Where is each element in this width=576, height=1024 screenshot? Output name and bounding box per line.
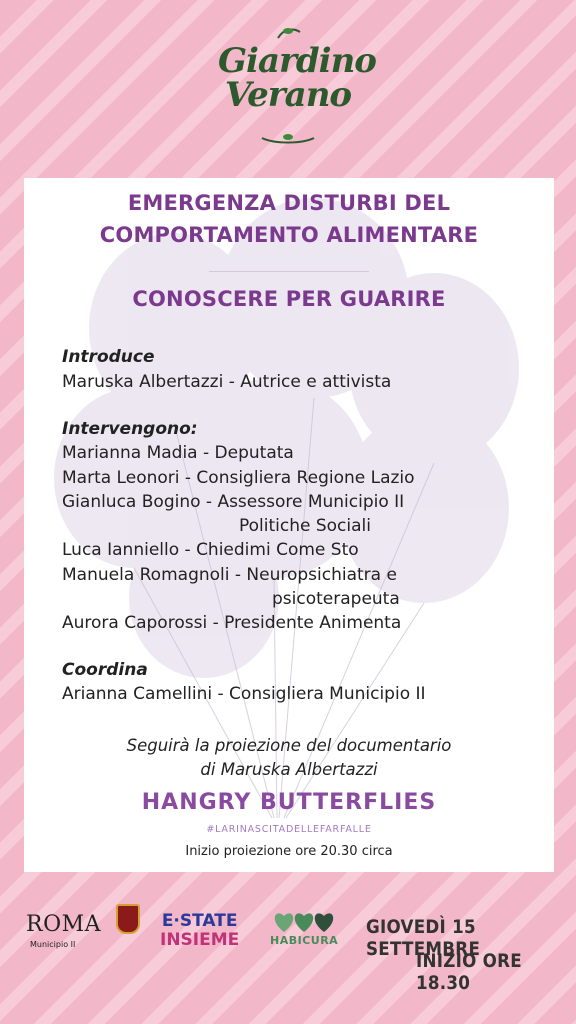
- speaker-line: psicoterapeuta: [272, 589, 400, 609]
- event-card: [24, 178, 554, 872]
- speaker-line: Politiche Sociali: [239, 516, 371, 536]
- habicura-label: HABICURA: [270, 934, 339, 947]
- speaker-line: Arianna Camellini - Consigliera Municipio II: [62, 684, 426, 704]
- speaker-line: Luca Ianniello - Chiedimi Come Sto: [62, 540, 359, 560]
- estate-line2: INSIEME: [160, 930, 240, 950]
- divider: [209, 271, 369, 272]
- estate-insieme-logo: [160, 912, 239, 950]
- screening-note-line1: Seguirà la proiezione del documentario: [126, 736, 452, 755]
- footer: [0, 896, 576, 994]
- event-time: INIZIO ORE 18.30: [416, 950, 522, 994]
- screening-start: Inizio proiezione ore 20.30 circa: [185, 844, 393, 859]
- speaker-line: Aurora Caporossi - Presidente Animenta: [62, 613, 402, 633]
- giardino-verano-logo: [218, 26, 376, 150]
- municipio-label: Municipio II: [30, 940, 76, 949]
- event-date: GIOVEDÌ 15 SETTEMBRE: [366, 916, 481, 960]
- film-title: HANGRY BUTTERFLIES: [141, 790, 437, 815]
- intervengono-heading: Intervengono:: [62, 419, 198, 439]
- introduce-heading: Introduce: [62, 347, 155, 367]
- film-hashtag: #LARINASCITADELLEFARFALLE: [206, 824, 372, 835]
- habicura-hearts-icon: [272, 908, 344, 934]
- event-title-line1: EMERGENZA DISTURBI DEL: [127, 191, 451, 215]
- estate-line1: E·STATE: [161, 911, 238, 931]
- screening-note-line2: di Maruska Albertazzi: [200, 760, 378, 779]
- leaf-ornament-icon: [276, 26, 302, 40]
- event-subtitle: CONOSCERE PER GUARIRE: [132, 287, 446, 311]
- coordina-heading: Coordina: [62, 660, 148, 680]
- event-title-line2: COMPORTAMENTO ALIMENTARE: [99, 223, 479, 247]
- roma-crest-icon: [116, 904, 140, 934]
- speaker-line: Marta Leonori - Consigliera Regione Lazio: [62, 468, 415, 488]
- logo-word-2: Verano: [224, 75, 352, 115]
- logo-word-1: Giardino: [218, 41, 376, 81]
- speaker-line: Maruska Albertazzi - Autrice e attivista: [62, 372, 392, 392]
- speaker-line: Manuela Romagnoli - Neuropsichiatra e: [62, 565, 397, 585]
- roma-logo-text: ROMA: [26, 912, 102, 937]
- speaker-line: Gianluca Bogino - Assessore Municipio II: [62, 492, 405, 512]
- leaf-ornament-icon: [260, 130, 316, 146]
- speaker-line: Marianna Madia - Deputata: [62, 443, 294, 463]
